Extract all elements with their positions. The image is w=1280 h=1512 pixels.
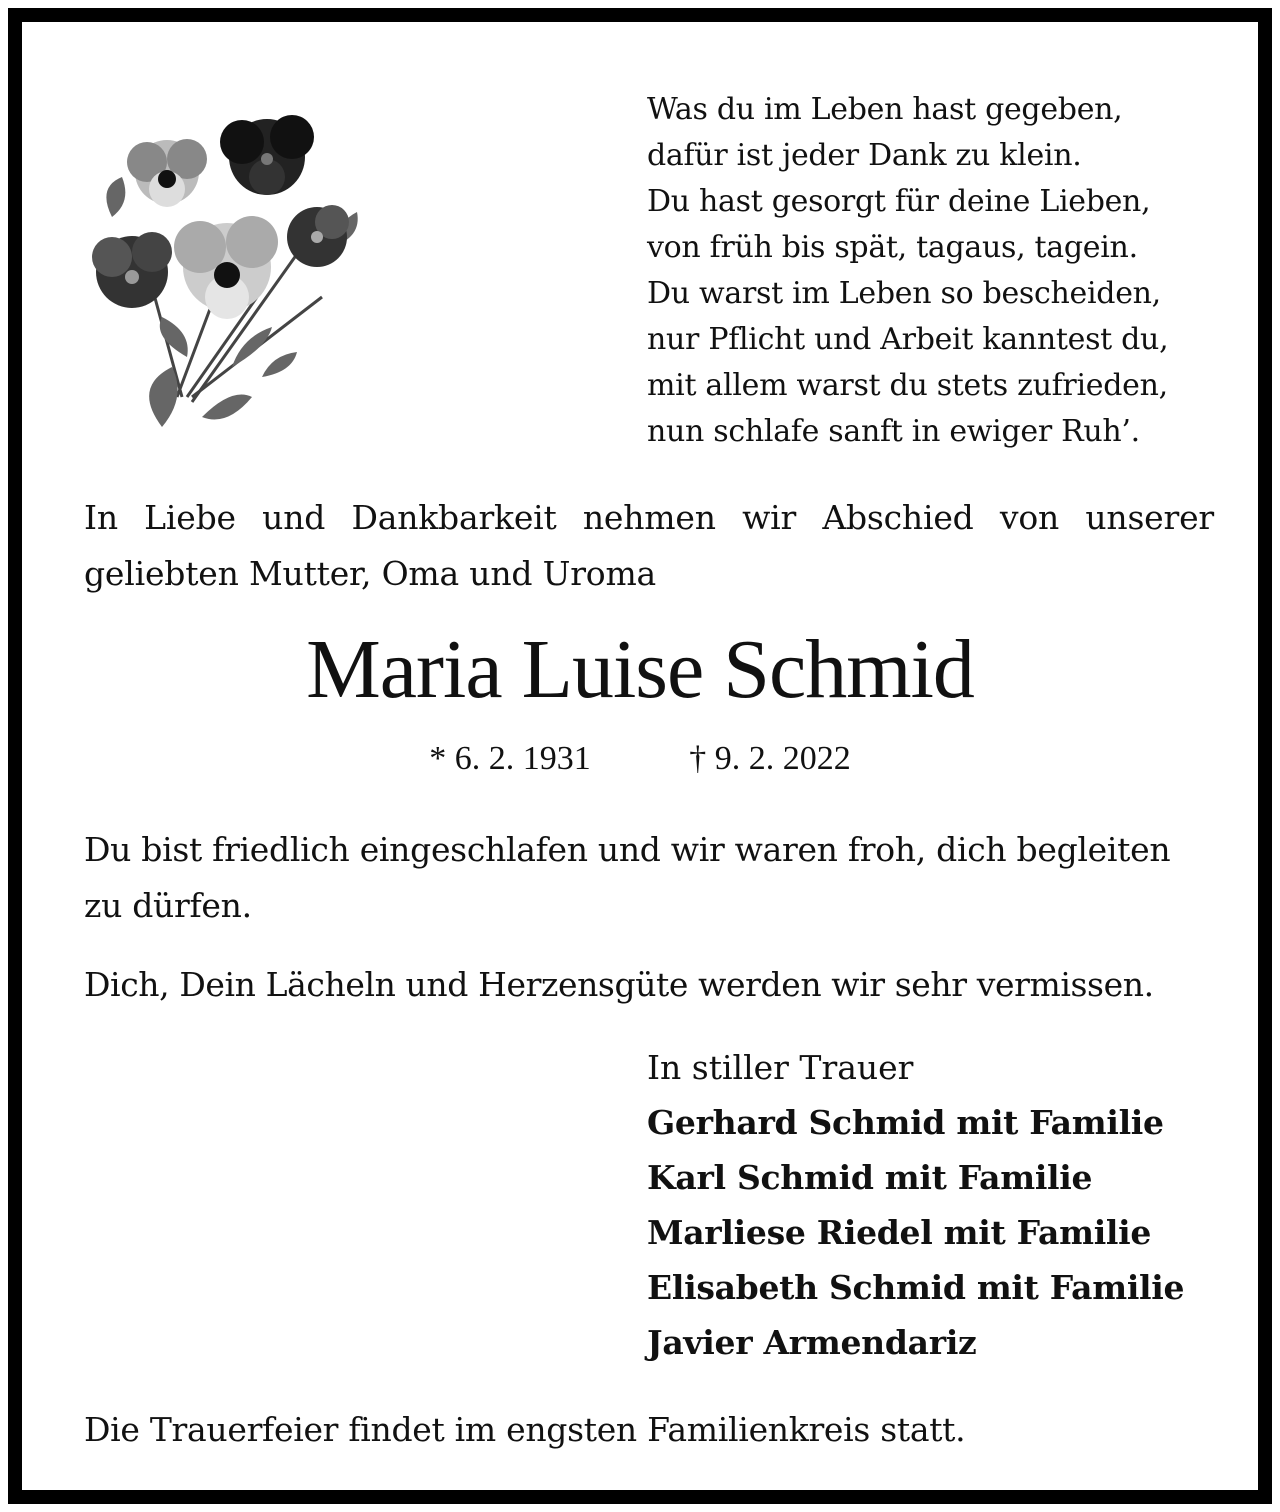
poem [647,87,1207,455]
life-dates [22,734,1258,784]
remembrance-paragraph: Dich, Dein Lächeln und Herzensgüte werden wir sehr vermissen. [84,965,1154,1004]
mourner-name: Elisabeth Schmid mit Familie [647,1268,1185,1307]
poem-line: nur Pflicht und Arbeit kanntest du, [647,322,1169,357]
death-date: † 9. 2. 2022 [689,740,851,777]
intro-text: In Liebe und Dankbarkeit nehmen wir Abschied von unserer geliebten Mutter, Oma und Uroma [84,498,1214,593]
poem-line: Was du im Leben hast gegeben, [647,92,1123,127]
poem-line: nun schlafe sanft in ewiger Ruh’. [647,414,1140,449]
notice-border [8,8,1272,1504]
deceased-name: Maria Luise Schmid [306,623,974,716]
mourning-heading: In stiller Trauer [647,1048,914,1087]
poem-line: dafür ist jeder Dank zu klein. [647,138,1082,173]
mourner-names [647,1095,1184,1370]
poem-line: Du hast gesorgt für deine Lieben, [647,184,1151,219]
obituary-notice [22,22,1258,1490]
mourner-name: Javier Armendariz [647,1323,977,1362]
mourners-block [647,1040,1184,1370]
poem-line: mit allem warst du stets zufrieden, [647,368,1168,403]
farewell-paragraph: Du bist friedlich eingeschlafen und wir waren froh, dich begleiten zu dürfen. [84,830,1171,925]
poem-line: von früh bis spät, tagaus, tagein. [647,230,1138,265]
pansy-bouquet-icon [92,97,367,442]
mourner-name: Karl Schmid mit Familie [647,1158,1093,1197]
birth-date: * 6. 2. 1931 [429,740,591,777]
funeral-note: Die Trauerfeier findet im engsten Familienkreis statt. [84,1410,966,1449]
poem-line: Du warst im Leben so bescheiden, [647,276,1161,311]
mourner-name: Gerhard Schmid mit Familie [647,1103,1164,1142]
mourner-name: Marliese Riedel mit Familie [647,1213,1152,1252]
